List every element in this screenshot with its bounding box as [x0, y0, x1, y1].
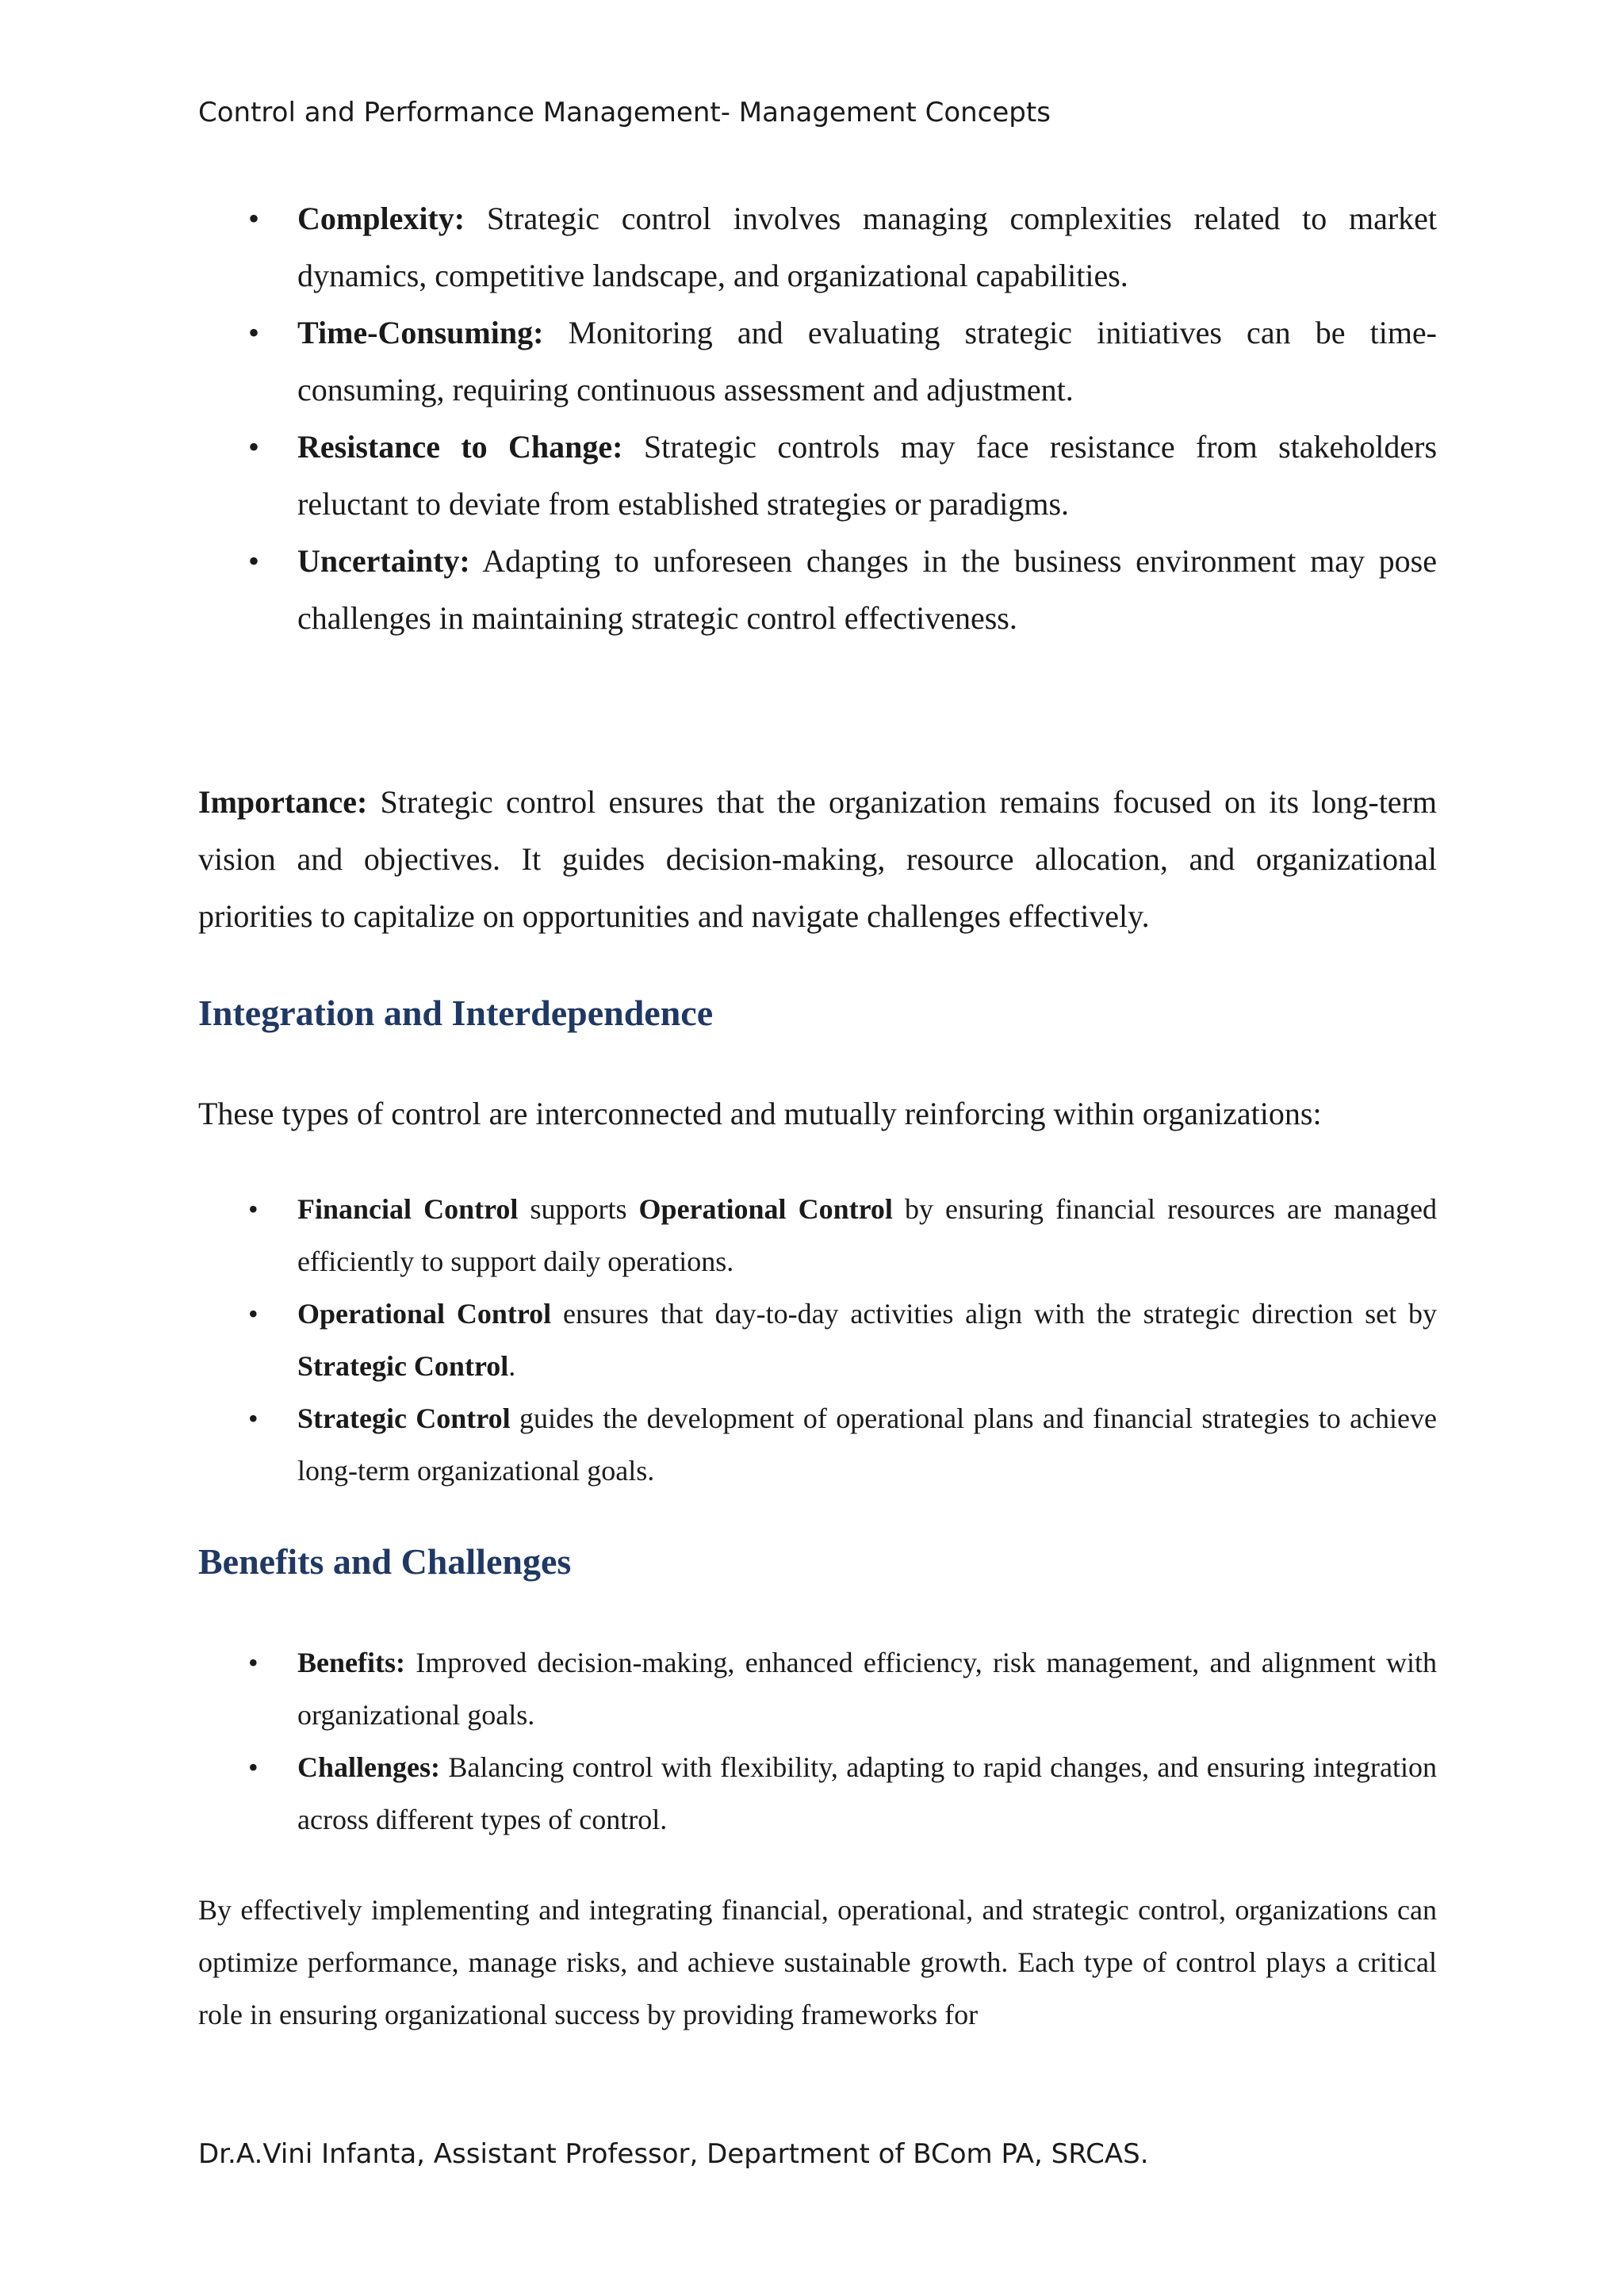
list-item-text: guides the development of operational plans and financial strategies to achieve long-term organizational goals.: [297, 1402, 1437, 1487]
list-item-term: Challenges:: [297, 1751, 440, 1783]
integration-heading-wrap: [198, 989, 1437, 1037]
importance-text: Strategic control ensures that the organization remains focused on its long-term vision and objectives. It guides decision-making, resource allocation, and organizational priorities to capitalize on opportunities and navigate challenges effectively.: [198, 784, 1437, 934]
list-item: [198, 1392, 1437, 1497]
integration-list: [198, 1183, 1437, 1497]
list-item-text: .: [508, 1350, 516, 1382]
bullet-icon: •: [248, 201, 260, 236]
list-item: [198, 1741, 1437, 1846]
closing-section: [198, 1884, 1437, 2041]
benefits-section: [198, 1636, 1437, 1846]
list-item-bold: Operational Control: [297, 1298, 552, 1330]
list-item-text: Strategic control involves managing complexities related to market dynamics, competitive landscape, and organizational capabilities.: [297, 201, 1438, 293]
list-item-text: by ensuring financial resources are managed efficiently to support daily operations.: [297, 1193, 1437, 1277]
bullet-icon: •: [248, 315, 260, 350]
list-item: [198, 304, 1437, 419]
bullet-icon: •: [248, 1402, 259, 1434]
page-header: Control and Performance Management- Management Concepts: [198, 97, 1051, 128]
list-item-term: Resistance to Change:: [297, 429, 623, 465]
list-item-text: Adapting to unforeseen changes in the business environment may pose challenges in maintaining strategic control effectiveness.: [297, 543, 1437, 636]
limitations-section: [198, 190, 1437, 647]
importance-term: Importance:: [198, 784, 368, 820]
list-item-text: supports: [518, 1193, 639, 1225]
list-item-text: Balancing control with flexibility, adapting to rapid changes, and ensuring integration across different types of control.: [297, 1751, 1438, 1835]
list-item-bold: Strategic Control: [297, 1350, 509, 1382]
list-item: [198, 1183, 1437, 1288]
page-footer: Dr.A.Vini Infanta, Assistant Professor, Department of BCom PA, SRCAS.: [198, 2138, 1149, 2170]
bullet-icon: •: [248, 1751, 259, 1783]
bullet-icon: •: [248, 1647, 259, 1678]
bullet-icon: •: [248, 543, 260, 579]
bullet-icon: •: [248, 429, 260, 465]
list-item: [198, 533, 1437, 647]
bullet-icon: •: [248, 1298, 259, 1330]
list-item: [198, 1636, 1437, 1741]
section-heading: Integration and Interdependence: [198, 993, 714, 1033]
section-heading: Benefits and Challenges: [198, 1541, 572, 1582]
list-item-term: Complexity:: [297, 201, 465, 236]
list-item-term: Time-Consuming:: [297, 315, 544, 350]
list-item-text: Strategic controls may face resistance from stakeholders reluctant to deviate from established strategies or paradigms.: [297, 429, 1438, 522]
list-item: [198, 419, 1437, 533]
list-item-text: Monitoring and evaluating strategic initiatives can be time-consuming, requiring continuous assessment and adjustment.: [297, 315, 1438, 408]
list-item-bold: Strategic Control: [297, 1402, 511, 1434]
integration-intro-wrap: [198, 1085, 1437, 1142]
list-item-text: ensures that day-to-day activities align with the strategic direction set by: [551, 1298, 1437, 1330]
closing-paragraph: By effectively implementing and integrating financial, operational, and strategic control, organizations can optimize performance, manage risks, and achieve sustainable growth. Each type of control plays a critical role in ensuring organizational success by providing frameworks for: [198, 1894, 1437, 2030]
integration-section: [198, 1183, 1437, 1497]
list-item-bold: Financial Control: [297, 1193, 519, 1225]
list-item-term: Uncertainty:: [297, 543, 470, 579]
importance-section: [198, 774, 1437, 945]
limitations-list: [198, 190, 1437, 647]
importance-paragraph: [198, 774, 1437, 945]
list-item-bold: Operational Control: [638, 1193, 893, 1225]
benefits-list: [198, 1636, 1437, 1846]
list-item: [198, 190, 1437, 304]
bullet-icon: •: [248, 1193, 259, 1225]
list-item: [198, 1288, 1437, 1392]
benefits-heading-wrap: [198, 1538, 1437, 1586]
list-item-term: Benefits:: [297, 1647, 405, 1678]
list-item-text: Improved decision-making, enhanced efficiency, risk management, and alignment with organizational goals.: [297, 1647, 1438, 1731]
integration-intro: These types of control are interconnected and mutually reinforcing within organizations:: [198, 1096, 1322, 1131]
